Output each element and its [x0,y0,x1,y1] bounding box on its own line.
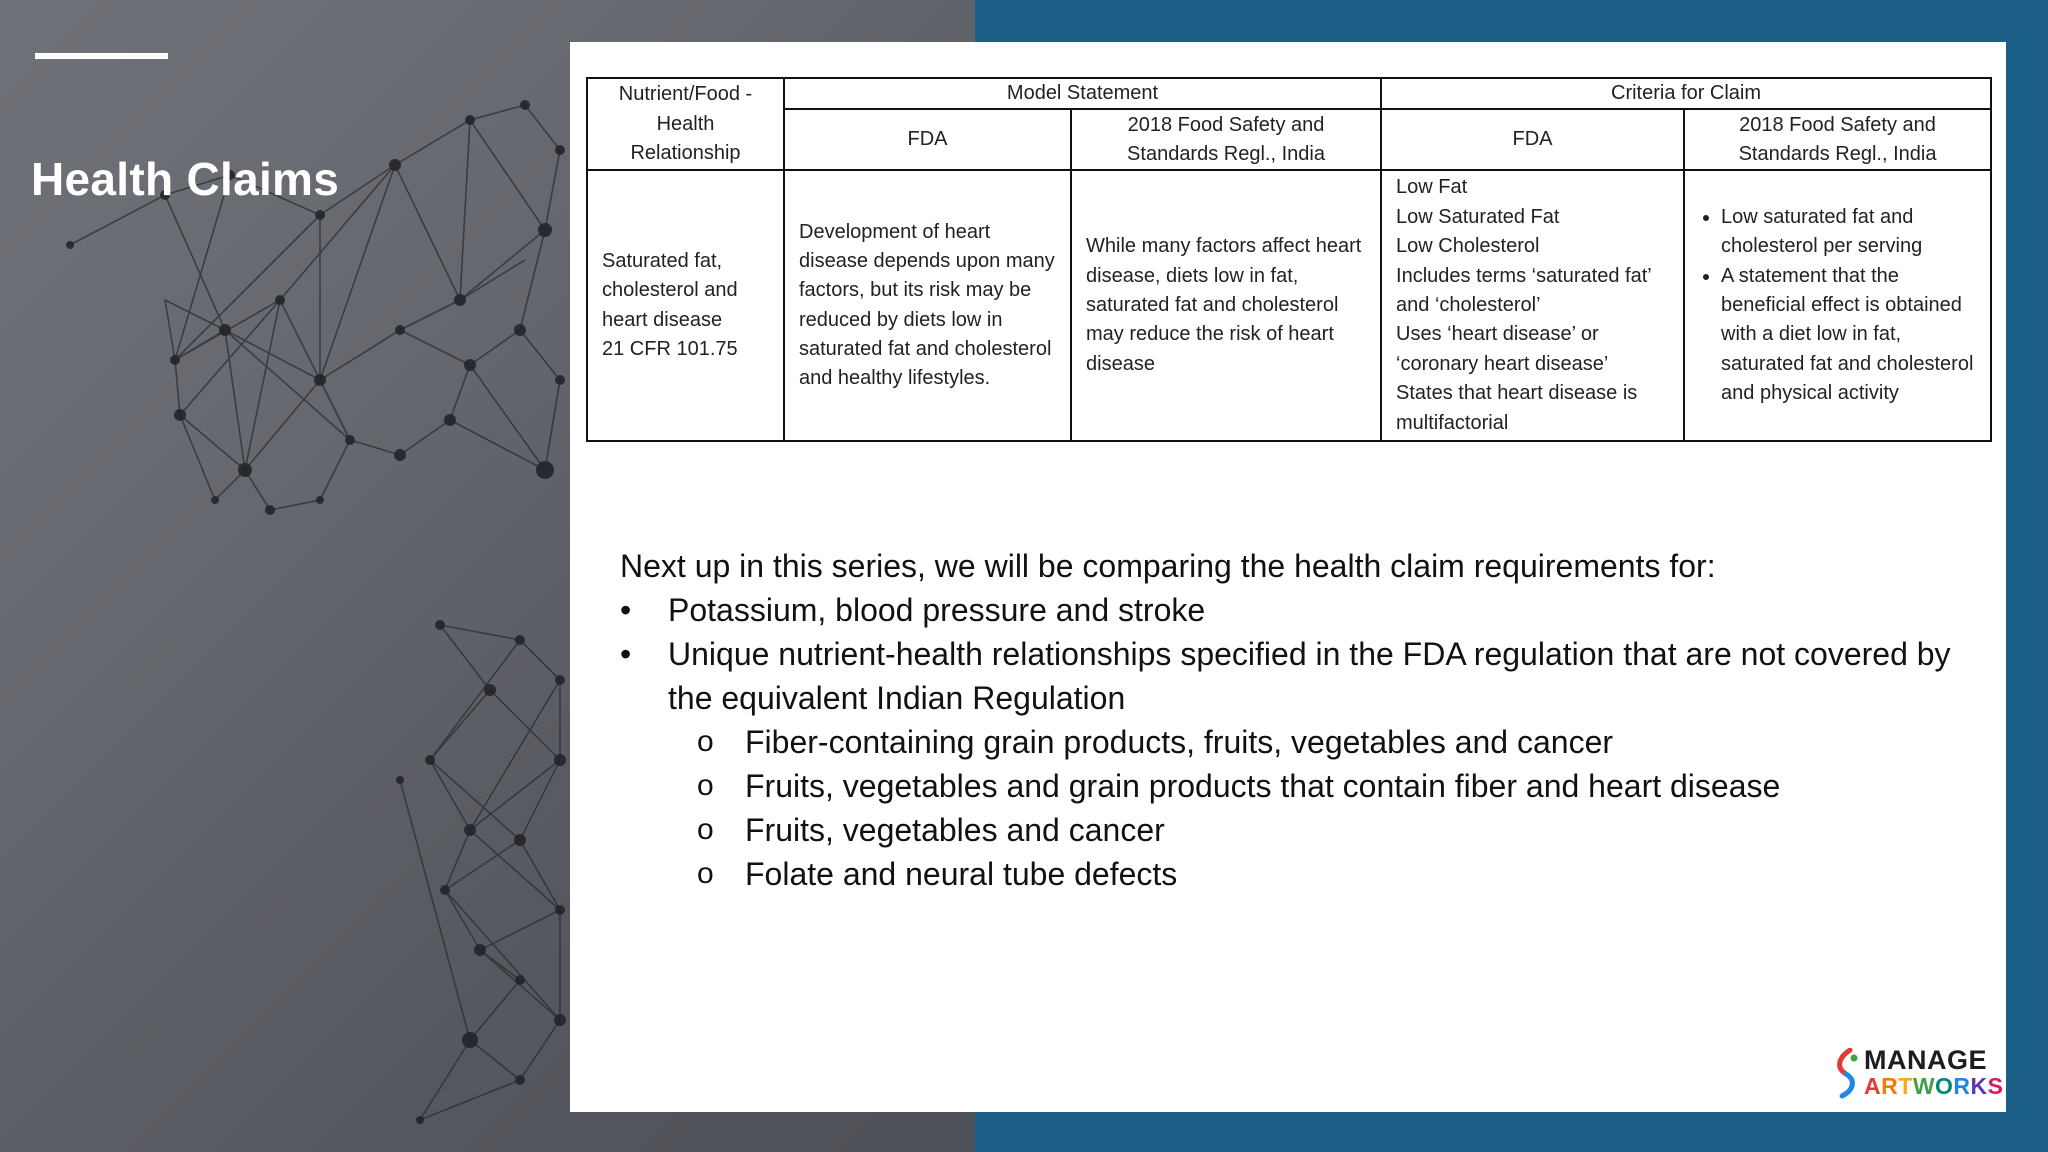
criteria-fda-line: Uses ‘heart disease’ or ‘coronary heart disease’ [1396,323,1609,375]
cell-model-fda: Development of heart disease depends upon many factors, but its risk may be reduced by diets low in saturated fat and cholesterol and healthy lifestyles. [784,170,1071,441]
logo-swirl-icon [1832,1048,1862,1100]
header-model-statement: Model Statement [784,78,1381,109]
series-sub-item-text: Folate and neural tube defects [745,856,1178,892]
header-criteria-india: 2018 Food Safety and Standards Regl., India [1684,109,1991,170]
logo-letter: W [1912,1073,1936,1099]
series-sub-item-text: Fruits, vegetables and cancer [745,812,1165,848]
title-accent-line [35,53,168,59]
series-sub-item [668,852,1980,896]
bullet-icon: • [620,592,632,628]
logo-letter: K [1970,1073,1988,1099]
series-note [620,544,1980,896]
cell-criteria-fda [1381,170,1684,441]
series-sub-item [668,764,1980,808]
criteria-fda-line: Includes terms ‘saturated fat’ and ‘cholesterol’ [1396,264,1651,316]
cell-relationship [587,170,784,441]
series-item [620,632,1980,896]
logo-letter: R [1881,1073,1899,1099]
series-sub-item [668,720,1980,764]
relationship-line: Saturated fat, [602,249,723,272]
logo-word-manage: MANAGE [1864,1045,1987,1075]
circle-bullet-icon: o [697,813,714,846]
series-item-text: Unique nutrient-health relationships specified in the FDA regulation that are not covered by the equivalent Indian Regulation [668,636,1951,716]
series-sub-item-text: Fruits, vegetables and grain products that contain fiber and heart disease [745,768,1781,804]
header-criteria-for-claim: Criteria for Claim [1381,78,1991,109]
slide-title: Health Claims [31,153,340,205]
series-sub-list [668,720,1980,896]
logo-letter: R [1953,1073,1971,1099]
cell-model-india: While many factors affect heart disease, diets low in fat, saturated fat and cholesterol may reduce the risk of heart disease [1071,170,1381,441]
relationship-line: heart disease [602,308,723,331]
health-claims-table [586,77,1992,442]
manage-artworks-logo [1832,1042,2004,1102]
series-list [620,588,1980,896]
criteria-fda-line: States that heart disease is multifactorial [1396,382,1638,434]
series-sub-item [668,808,1980,852]
series-intro: Next up in this series, we will be comparing the health claim requirements for: [620,548,1716,584]
circle-bullet-icon: o [697,725,714,758]
logo-letter: S [1987,1073,2004,1099]
criteria-india-item: • Low saturated fat and cholesterol per serving [1721,203,1976,262]
content-card [570,42,2006,1112]
cell-criteria-india [1684,170,1991,441]
logo-letter: A [1864,1073,1882,1099]
criteria-fda-line: Low Cholesterol [1396,235,1540,258]
series-sub-item-text: Fiber-containing grain products, fruits, vegetables and cancer [745,724,1614,760]
logo-letter: T [1898,1073,1913,1099]
logo-letter: O [1935,1073,1954,1099]
criteria-fda-line: Low Saturated Fat [1396,205,1560,228]
relationship-line: cholesterol and [602,279,738,302]
criteria-india-item: • A statement that the beneficial effect is obtained with a diet low in fat, saturated fat and cholesterol and physical activity [1721,262,1976,409]
logo-word-artworks [1864,1074,2004,1098]
criteria-fda-line: Low Fat [1396,176,1468,199]
header-criteria-fda: FDA [1381,109,1684,170]
series-item-text: Potassium, blood pressure and stroke [668,592,1206,628]
header-model-india: 2018 Food Safety and Standards Regl., India [1071,109,1381,170]
circle-bullet-icon: o [697,769,714,802]
relationship-line: 21 CFR 101.75 [602,338,738,361]
header-model-fda: FDA [784,109,1071,170]
circle-bullet-icon: o [697,857,714,890]
bullet-icon: • [620,636,632,672]
header-relationship: Nutrient/Food - Health Relationship [587,78,784,170]
series-item [620,588,1980,632]
